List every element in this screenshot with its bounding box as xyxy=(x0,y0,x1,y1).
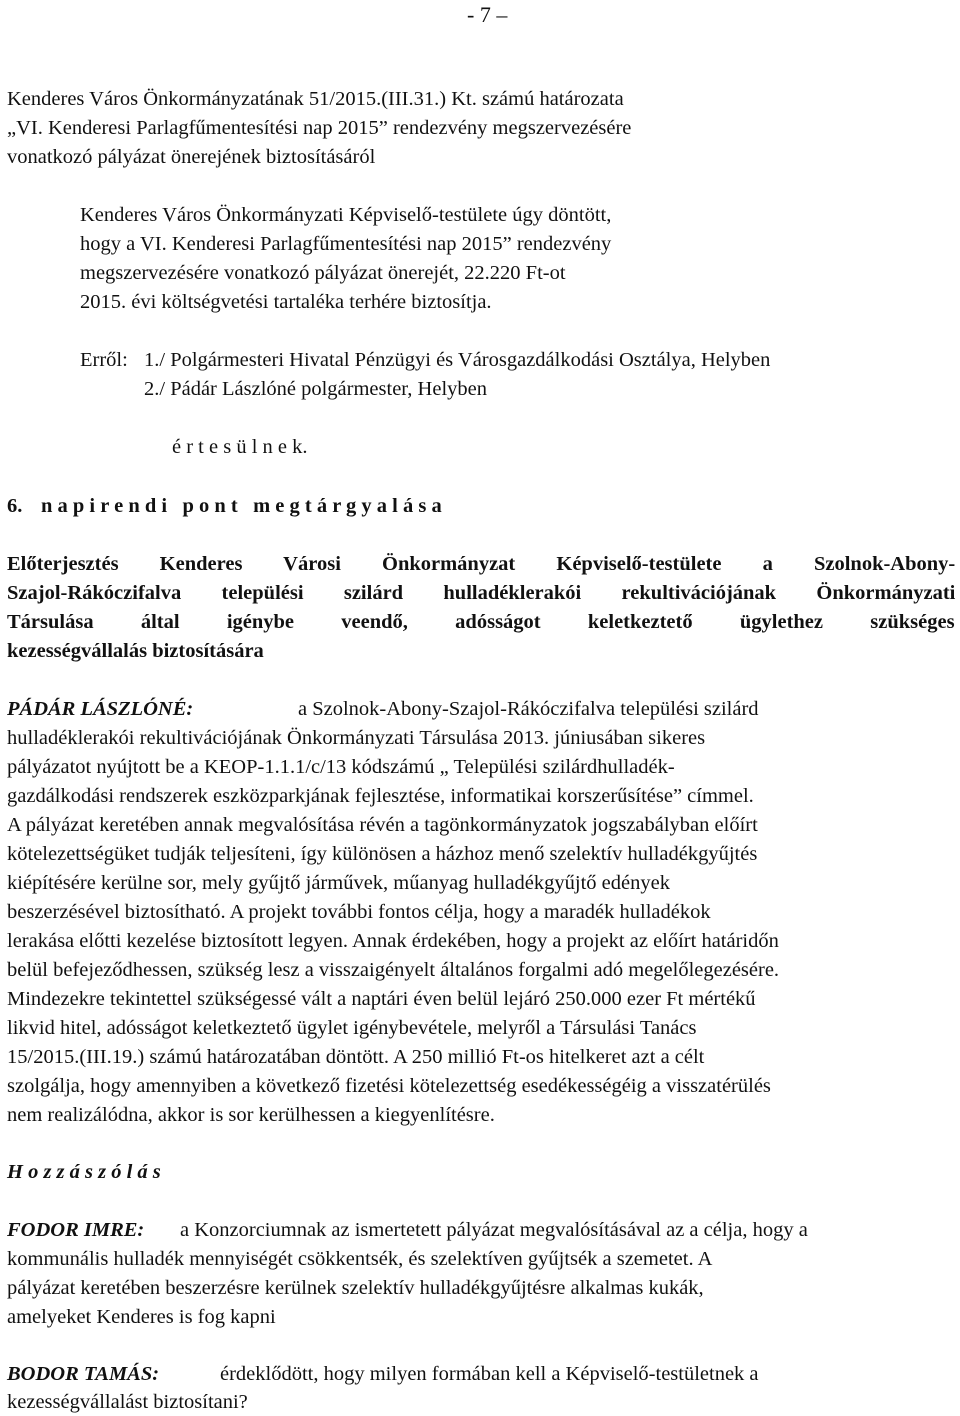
proposal-line: Szajol-Rákóczifalva települési szilárd hulladéklerakói rekultivációjának Önkormányzati xyxy=(7,582,956,604)
speech-line: gazdálkodási rendszerek eszközparkjának fejlesztése, informatikai korszerűsítése” címmel. xyxy=(7,785,754,807)
discussion-heading: H o z z á s z ó l á s xyxy=(7,1161,161,1183)
speech-line: likvid hitel, adósságot keletkeztető ügylet igénybevétele, melyről a Társulási Tanács xyxy=(7,1017,697,1039)
proposal-line: Előterjesztés Kenderes Városi Önkormányzat Képviselő-testülete a Szolnok-Abony- xyxy=(7,553,956,575)
speech-line: nem realizálódna, akkor is sor kerülhessen a kiegyenlítésre. xyxy=(7,1104,495,1126)
speaker-name: FODOR IMRE: xyxy=(7,1219,145,1241)
resolution-body-line: megszervezésére vonatkozó pályázat önerejét, 22.220 Ft-ot xyxy=(80,262,566,284)
proposal-line: Társulása által igénybe veendő, adósságot keletkeztető ügylethez szükséges xyxy=(7,611,955,633)
speech-line: kommunális hulladék mennyiségét csökkentsék, és szelektíven gyűjtsék a szemetet. A xyxy=(7,1248,713,1270)
speech-line: pályázat keretében beszerzésre kerülnek szelektív hulladékgyűjtésre alkalmas kukák, xyxy=(7,1277,704,1299)
speech-line: lerakása előtti kezelése biztosított legyen. Annak érdekében, hogy a projekt az előírt határidőn xyxy=(7,930,779,952)
resolution-subject-line: „VI. Kenderesi Parlagfűmentesítési nap 2015” rendezvény megszervezésére xyxy=(7,117,632,139)
speaker-name: PÁDÁR LÁSZLÓNÉ: xyxy=(7,698,194,720)
speech-line: hulladéklerakói rekultivációjának Önkormányzati Társulása 2013. júniusában sikeres xyxy=(7,727,706,749)
agenda-number: 6. xyxy=(7,495,23,517)
speech-line: 15/2015.(III.19.) számú határozatában döntött. A 250 millió Ft-os hitelkeret azt a célt xyxy=(7,1046,705,1068)
resolution-body-line: Kenderes Város Önkormányzati Képviselő-testülete úgy döntött, xyxy=(80,204,612,226)
speech-line: kötelezettségüket tudják teljesíteni, így különösen a házhoz menő szelektív hulladékgyűjtés xyxy=(7,843,758,865)
resolution-body-line: 2015. évi költségvetési tartaléka terhére biztosítja. xyxy=(80,291,492,313)
speech-line: beszerzésével biztosítható. A projekt további fontos célja, hogy a maradék hulladékok xyxy=(7,901,711,923)
proposal-line: kezességvállalás biztosítására xyxy=(7,640,264,662)
agenda-heading: n a p i r e n d i p o n t m e g t á r g y a l á s a xyxy=(41,495,442,517)
page-number: - 7 – xyxy=(467,2,508,27)
speech-line: A pályázat keretében annak megvalósítása révén a tagönkormányzatok jogszabályban előírt xyxy=(7,814,758,836)
speech-line: kezességvállalást biztosítani? xyxy=(7,1391,248,1413)
speech-line: érdeklődött, hogy milyen formában kell a Képviselő-testületnek a xyxy=(220,1363,759,1385)
notify-item: 2./ Pádár Lászlóné polgármester, Helyben xyxy=(144,378,488,400)
speech-line: szolgálja, hogy amennyiben a következő fizetési kötelezettség esedékességéig a visszatérülés xyxy=(7,1075,771,1097)
resolution-subject-line: vonatkozó pályázat önerejének biztosításáról xyxy=(7,146,376,168)
speech-line: a Konzorciumnak az ismertetett pályázat megvalósításával az a célja, hogy a xyxy=(180,1219,808,1241)
speech-line: amelyeket Kenderes is fog kapni xyxy=(7,1306,276,1328)
notify-suffix: é r t e s ü l n e k. xyxy=(172,436,308,458)
resolution-body-line: hogy a VI. Kenderesi Parlagfűmentesítési nap 2015” rendezvény xyxy=(80,233,612,255)
speech-line: a Szolnok-Abony-Szajol-Rákóczifalva települési szilárd xyxy=(298,698,759,720)
notify-item: 1./ Polgármesteri Hivatal Pénzügyi és Városgazdálkodási Osztálya, Helyben xyxy=(144,349,771,371)
speech-line: pályázatot nyújtott be a KEOP-1.1.1/c/13 kódszámú „ Települési szilárdhulladék- xyxy=(7,756,675,778)
speech-line: Mindezekre tekintettel szükségessé vált a naptári éven belül lejáró 250.000 ezer Ft mértékű xyxy=(7,988,756,1010)
notify-prefix: Erről: xyxy=(80,349,128,371)
speaker-name: BODOR TAMÁS: xyxy=(7,1363,160,1385)
speech-line: kiépítésére kerülne sor, mely gyűjtő járművek, műanyag hulladékgyűjtő edények xyxy=(7,872,670,894)
speech-line: belül befejeződhessen, szükség lesz a visszaigényelt általános forgalmi adó megelőlegezésére. xyxy=(7,959,780,981)
resolution-title: Kenderes Város Önkormányzatának 51/2015.(III.31.) Kt. számú határozata xyxy=(7,88,624,110)
